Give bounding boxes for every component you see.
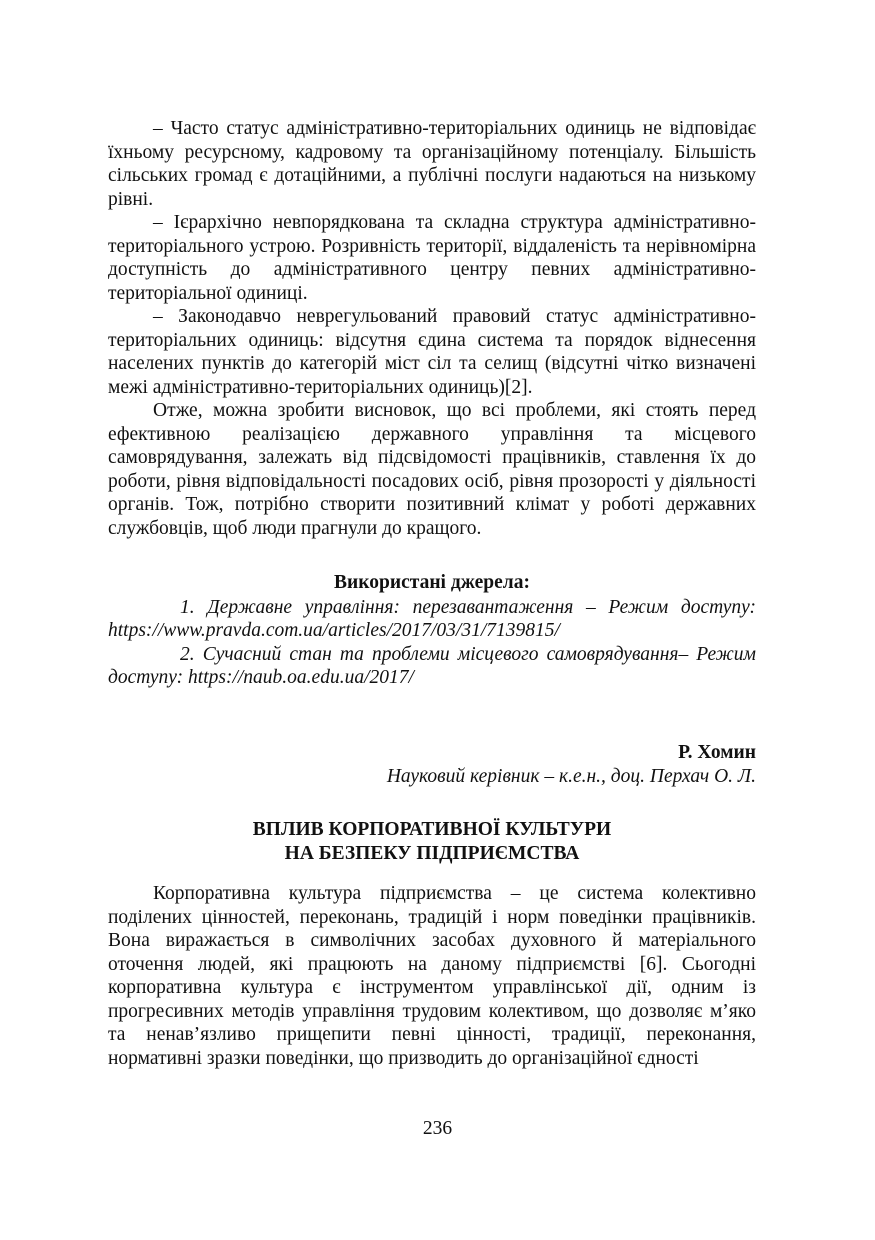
body-paragraph: – Законодавчо неврегульований правовий статус адміністративно-територіальних одиниць: відсутня єдина система та порядок віднесення населених пунктів до категорій міст сіл та селищ (відсутні чітко визначені межі адміністративно-територіальних одиниць)[2].: [108, 306, 756, 398]
body-text-section: [108, 117, 756, 540]
article-paragraph: Корпоративна культура підприємства – це система колективно поділених цінностей, переконань, традицій і норм поведінки працівників. Вона виражається в символічних засобах духовного й матеріального оточення людей, які працюють на даному підприємстві [6]. Сьогодні корпоративна культура є інструментом управлінської дії, одним із прогресивних методів управління трудовим колективом, що дозволяє м’яко та ненав’язливо прищепити певні цінності, традиції, переконання, нормативні зразки поведінки, що призводить до організаційної єдності: [108, 883, 756, 1069]
references-section: [108, 571, 756, 690]
supervisor-line: Науковий керівник – к.е.н., доц. Перхач О. Л.: [386, 766, 756, 787]
article-title: [108, 818, 756, 866]
body-paragraph: – Часто статус адміністративно-територіальних одиниць не відповідає їхньому ресурсному, кадровому та організаційному потенціалу. Більшість сільських громад є дотаційними, а публічні послуги надаються на низькому рівні.: [108, 118, 756, 210]
body-paragraph: Отже, можна зробити висновок, що всі проблеми, які стоять перед ефективною реалізацією державного управління та місцевого самоврядування, залежать від підсвідомості працівників, ставлення їх до роботи, рівня відповідальності посадових осіб, рівня прозорості у діяльності органів. Тож, потрібно створити позитивний клімат у роботі державних службовців, щоб люди прагнули до кращого.: [108, 400, 756, 539]
article-body: [108, 882, 756, 1070]
article-title-line: НА БЕЗПЕКУ ПІДПРИЄМСТВА: [284, 843, 580, 864]
page-number: 236: [422, 1118, 453, 1139]
body-paragraph: – Ієрархічно невпорядкована та складна структура адміністративно-територіального устрою. Розривність території, віддаленість та нерівномірна доступність до адміністративного центру певних адміністративно-територіальної одиниці.: [108, 212, 756, 304]
reference-item: 2. Сучасний стан та проблеми місцевого самоврядування– Режим доступу: https://naub.oa.edu.ua/2017/: [108, 643, 756, 688]
author-name: Р. Хомин: [678, 742, 756, 763]
article-title-line: ВПЛИВ КОРПОРАТИВНОЇ КУЛЬТУРИ: [252, 819, 612, 840]
author-block: [387, 741, 756, 789]
references-heading: Використані джерела:: [334, 572, 530, 593]
reference-item: 1. Державне управління: перезавантаження – Режим доступу: https://www.pravda.com.ua/articles/2017/03/31/7139815/: [108, 596, 756, 641]
